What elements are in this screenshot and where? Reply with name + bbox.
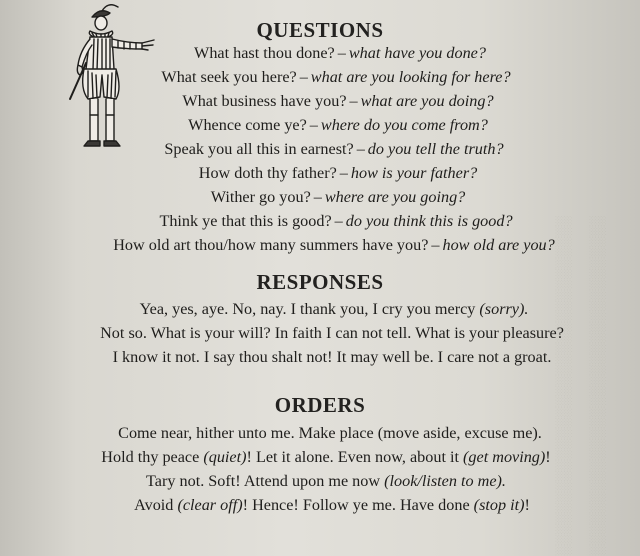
translation-text: where are you going? (324, 188, 466, 206)
order-text: ! (524, 496, 530, 514)
order-line (134, 495, 530, 515)
response-text: Not so. What is your will? In faith I can not tell. What is your pleasure? (100, 324, 564, 342)
order-text: Hold thy peace (101, 448, 204, 466)
question-text: Think ye that this is good? (159, 212, 332, 230)
question-line: How doth thy father? – how is your father? (198, 164, 478, 182)
order-translation: (look/listen to me). (384, 472, 506, 490)
question-text: Whence come ye? (188, 116, 307, 134)
translation-text: what are you doing? (360, 92, 494, 110)
question-text: How old art thou/how many summers have you? (113, 236, 429, 254)
show-through-text: ░░░░░░░░░░░░░░░░░░░░░░░░░░░░░░░░ (556, 215, 572, 556)
order-line (101, 447, 550, 467)
order-translation: (get moving) (463, 448, 546, 466)
response-line (140, 299, 529, 319)
response-translation: (sorry). (479, 300, 529, 318)
order-text: ! (545, 448, 551, 466)
question-text: What seek you here? (161, 68, 297, 86)
order-translation: (clear off) (177, 496, 243, 514)
orders-heading: ORDERS (274, 393, 366, 417)
question-line: Think ye that this is good? – do you think this is good? (159, 212, 513, 230)
order-line (146, 471, 506, 491)
questions-heading: QUESTIONS (256, 18, 384, 42)
responses-heading: RESPONSES (256, 270, 384, 294)
question-text: How doth thy father? (198, 164, 337, 182)
question-line: What hast thou done? – what have you done? (194, 44, 486, 62)
translation-text: do you tell the truth? (367, 140, 504, 158)
order-text: ! Hence! Follow ye me. Have done (242, 496, 474, 514)
order-text: ! Let it alone. Even now, about it (246, 448, 464, 466)
response-text: I know it not. I say thou shalt not! It may well be. I care not a groat. (112, 348, 552, 366)
translation-text: do you think this is good? (345, 212, 513, 230)
question-line: What business have you? – what are you doing? (182, 92, 494, 110)
translation-text: how old are you? (442, 236, 555, 254)
question-text: Wither go you? (210, 188, 311, 206)
question-line: What seek you here? – what are you looking for here? (161, 68, 511, 86)
question-line: How old art thou/how many summers have you? – how old are you? (113, 236, 555, 254)
response-text: Yea, yes, aye. No, nay. I thank you, I cry you mercy (139, 300, 480, 318)
translation-text: how is your father? (350, 164, 478, 182)
translation-text: where do you come from? (320, 116, 488, 134)
translation-text: what have you done? (348, 44, 486, 62)
question-line: Whence come ye? – where do you come from? (188, 116, 488, 134)
response-line (113, 347, 552, 367)
translation-text: what are you looking for here? (310, 68, 511, 86)
order-translation: (quiet) (203, 448, 247, 466)
question-line: Wither go you? – where are you going? (210, 188, 466, 206)
question-line: Speak you all this in earnest? – do you tell the truth? (164, 140, 504, 158)
show-through-text: ░░░░░░░░░░░░░░░░░░░░░░░░░░░░░░░░ (590, 215, 606, 556)
order-line (118, 423, 542, 443)
question-text: What business have you? (182, 92, 347, 110)
order-translation: (stop it) (473, 496, 525, 514)
question-text: What hast thou done? (194, 44, 335, 62)
order-text: Avoid (134, 496, 178, 514)
response-line (100, 323, 564, 343)
order-text: Tary not. Soft! Attend upon me now (146, 472, 385, 490)
order-text: Come near, hither unto me. Make place (move aside, excuse me). (118, 424, 542, 442)
question-text: Speak you all this in earnest? (164, 140, 354, 158)
